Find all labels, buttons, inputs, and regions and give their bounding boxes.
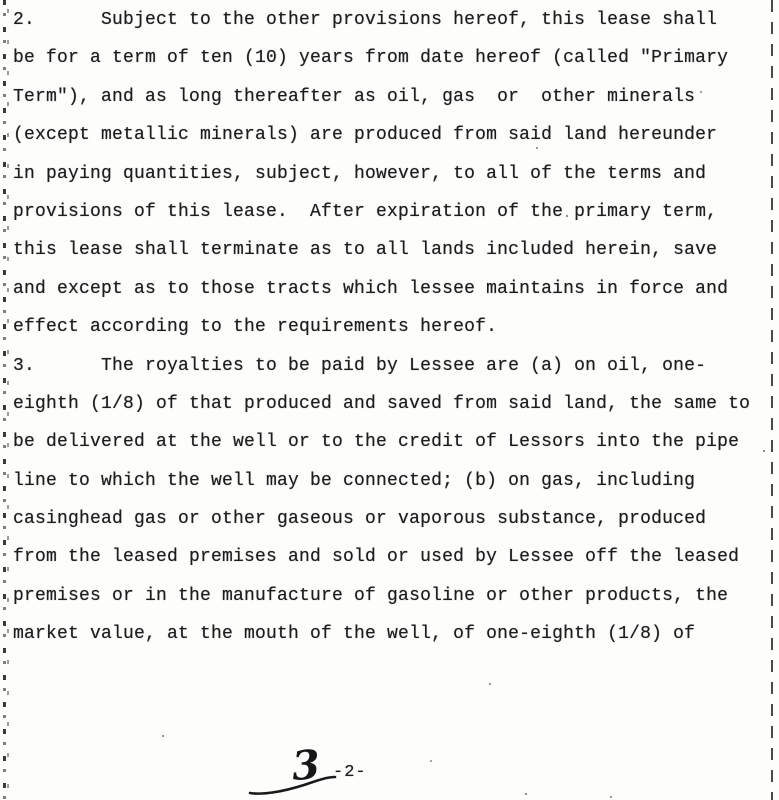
scan-edge-artifact-left — [3, 0, 6, 800]
text-line: market value, at the mouth of the well, of one-eighth (1/8) of — [13, 624, 696, 645]
text-line: from the leased premises and sold or used by Lessee off the leased — [13, 547, 740, 568]
text-line: be delivered at the well or to the credit of Lessors into the pipe — [13, 432, 740, 453]
handwritten-page-number: 3 — [290, 741, 322, 790]
text-line: line to which the well may be connected; (b) on gas, including — [13, 470, 696, 491]
lease-text-body — [13, 1, 750, 654]
text-line: premises or in the manufacture of gasoline or other products, the — [13, 585, 729, 606]
text-line: 2. Subject to the other provisions hereof, this lease shall — [13, 10, 718, 30]
text-line: be for a term of ten (10) years from date hereof (called "Primary — [13, 48, 729, 69]
text-line: casinghead gas or other gaseous or vaporous substance, produced — [13, 509, 707, 530]
text-line: 3. The royalties to be paid by Lessee are (a) on oil, one- — [13, 355, 707, 376]
text-line: eighth (1/8) of that produced and saved from said land, the same to — [13, 393, 751, 414]
text-line: and except as to those tracts which lessee maintains in force and — [13, 278, 729, 299]
scan-edge-artifact-right — [771, 0, 773, 800]
text-line: in paying quantities, subject, however, to all of the terms and — [13, 163, 707, 184]
text-line: provisions of this lease. After expiration of the primary term, — [13, 201, 718, 222]
scan-edge-artifact-left-secondary — [7, 0, 9, 800]
typed-page-number: -2- — [333, 763, 367, 782]
handwritten-underline-flourish-icon — [248, 774, 338, 796]
text-line: effect according to the requirements hereof. — [13, 317, 498, 338]
text-line: this lease shall terminate as to all lands included herein, save — [13, 240, 718, 261]
scan-noise-specks — [0, 0, 2, 2]
text-line: (except metallic minerals) are produced from said land hereunder — [13, 125, 718, 146]
text-line: Term"), and as long thereafter as oil, gas or other minerals — [13, 86, 696, 107]
